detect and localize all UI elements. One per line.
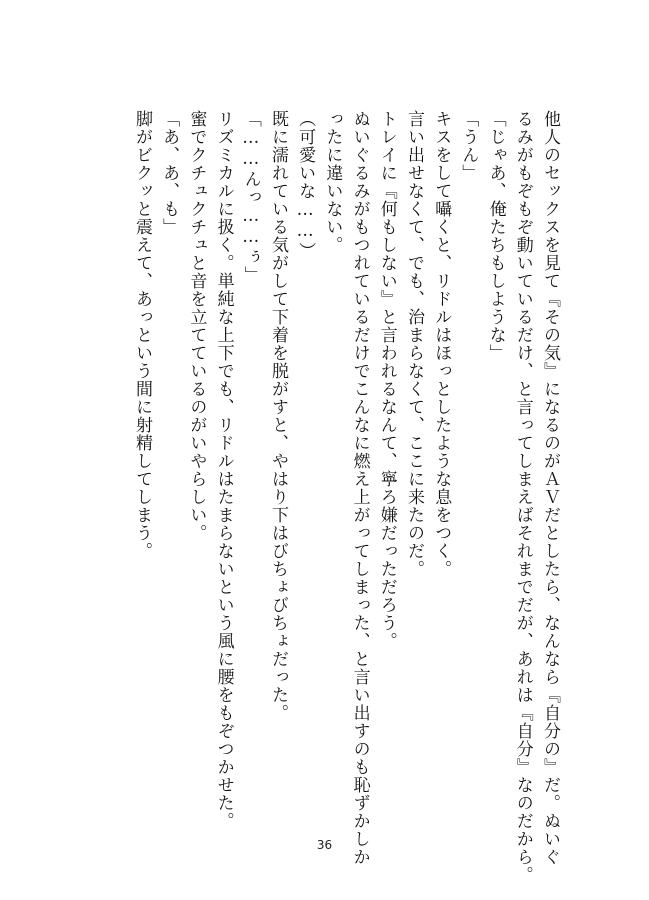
- text-line: 言い出せなくて、でも、治まらなくて、ここに来たのだ。: [403, 110, 424, 578]
- text-line: （可愛いな……）: [295, 110, 316, 260]
- text-line: リズミカルに扱く。単純な上下でも、リドルはたまらないという風に腰をもぞつかせた。: [213, 110, 234, 830]
- text-line: 他人のセックスを見て『その気』になるのがＡＶだとしたら、なんなら『自分の』だ。ぬいぐ: [540, 110, 560, 866]
- text-line: 脚がビクッと震えて、あっという間に射精してしまう。: [131, 110, 152, 560]
- page-number: 36: [316, 838, 333, 852]
- text-line: 蜜でクチュクチュと音を立てているのがいやらしい。: [186, 110, 207, 542]
- text-line: 「あ、あ、も」: [159, 110, 180, 236]
- text-line: 「じゃあ、俺たちもしような」: [485, 110, 506, 362]
- text-line: トレイに『何もしない』と言われるなんて、寧ろ嫌だっただろう。: [376, 110, 397, 650]
- text-line: 「うん」: [458, 110, 479, 182]
- text-line: ぬいぐるみがもつれているだけでこんなに燃え上がってしまった、と言い出すのも恥ずかしか: [349, 110, 370, 866]
- text-line: 「……んっ……ぅ」: [240, 110, 261, 284]
- text-line: ったに違いない。: [322, 110, 343, 254]
- text-line: 既に濡れている気がして下着を脱がすと、やはり下はびちょびちょだった。: [267, 110, 288, 722]
- text-line: るみがもぞもぞ動いているだけ、と言ってしまえばそれまでだが、あれは『自分』なのだから。: [512, 110, 533, 884]
- text-line: キスをして囁くと、リドルはほっとしたような息をつく。: [431, 110, 452, 578]
